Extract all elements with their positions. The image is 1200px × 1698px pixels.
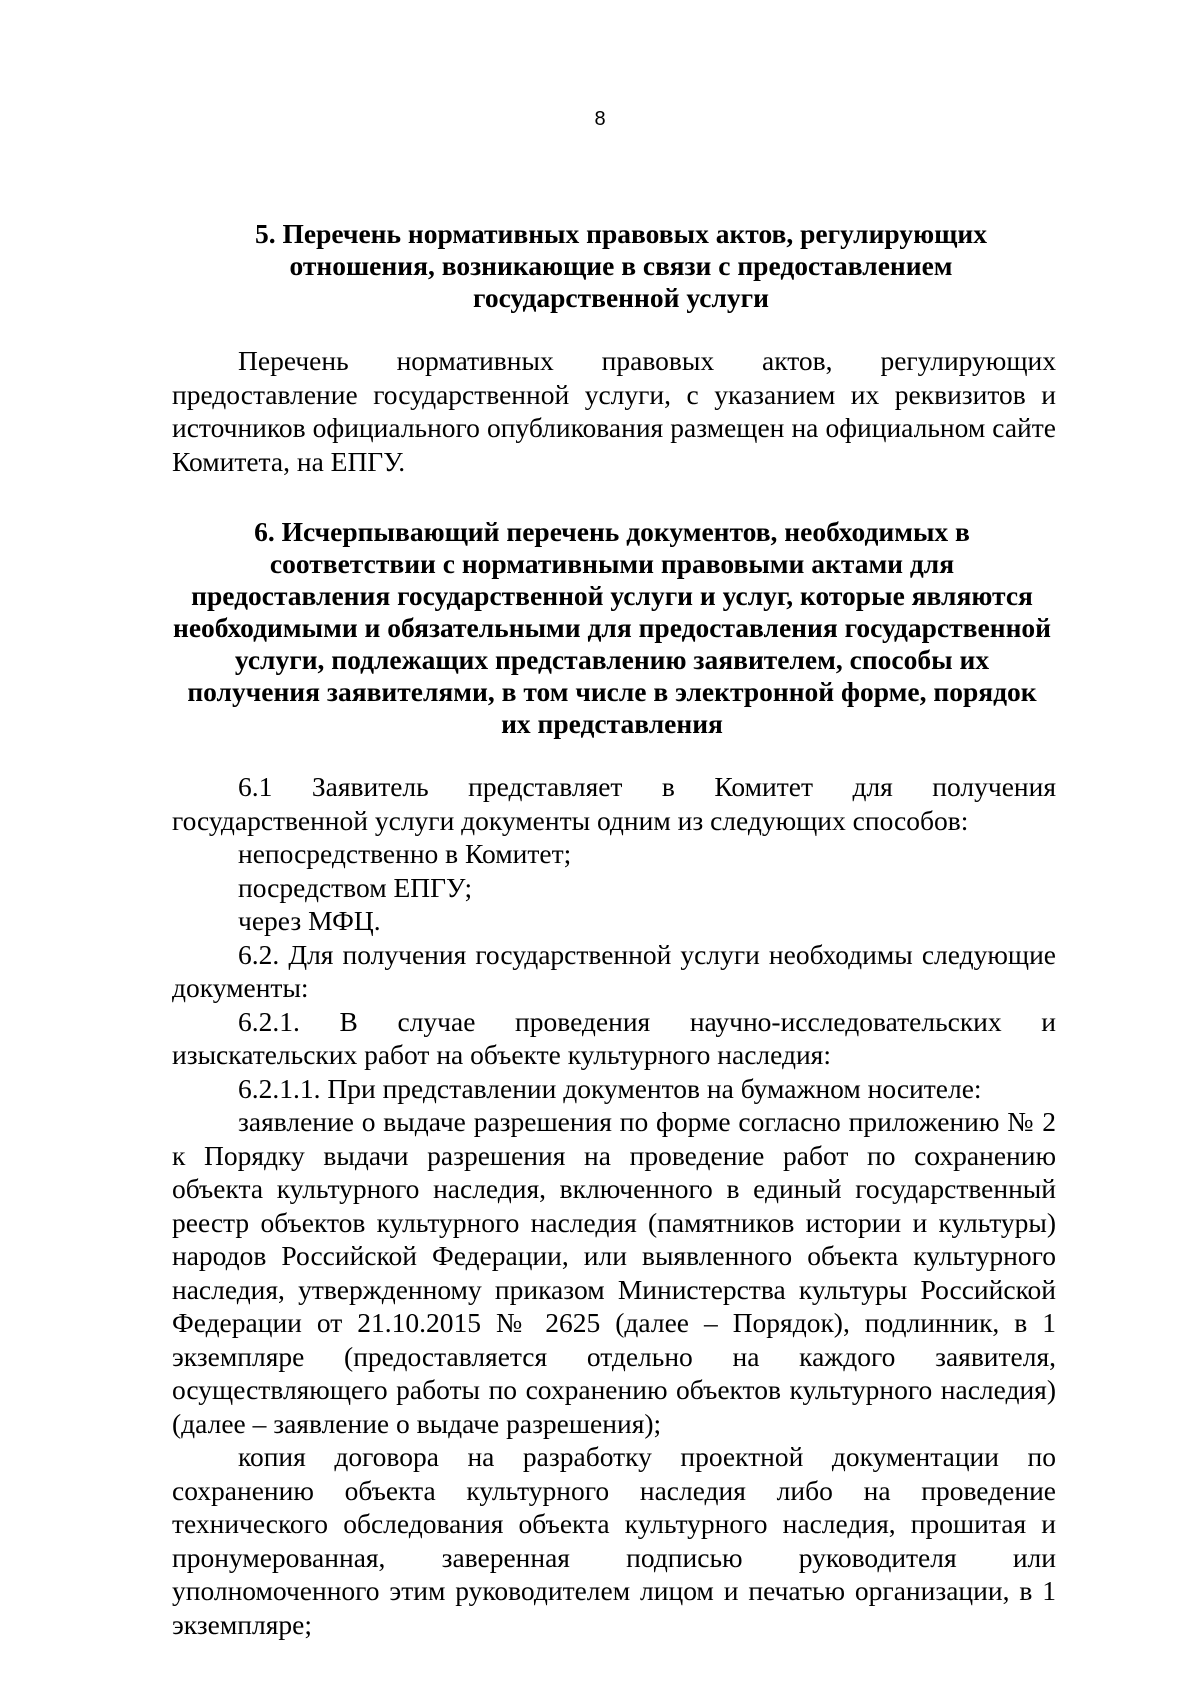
list-item-committee: непосредственно в Комитет; [238,838,572,869]
paragraph-6-1: 6.1 Заявитель представляет в Комитет для получения государственной услуги документы одним из следующих способов: [172,771,1056,836]
section-6-heading: 6. Исчерпывающий перечень документов, необходимых в соответствии с нормативными правовыми актами для предоставления государственной услуги и услуг, которые являются необходимыми и обязательными для предоставления государственной услуги, подлежащих представлению заявителем, способы их получения заявителями, в том числе в электронной форме, порядок их представления [172,516,1052,739]
list-item-mfc: через МФЦ. [238,905,381,936]
paragraph-application: заявление о выдаче разрешения по форме согласно приложению № 2 к Порядку выдачи разрешения на проведение работ по сохранению объекта культурного наследия, включенного в единый государственный реестр объектов культурного наследия (памятников истории и культуры) народов Российской Федерации, или выявленного объекта культурного наследия, утвержденному приказом Министерства культуры Российской Федерации от 21.10.2015 № 2625 (далее – Порядок), подлинник, в 1 экземпляре (предоставляется отдельно на каждого заявителя, осуществляющего работы по сохранению объектов культурного наследия) (далее – заявление о выдаче разрешения); [172,1106,1056,1439]
paragraph-6-2-1: 6.2.1. В случае проведения научно-исследовательских и изыскательских работ на объекте культурного наследия: [172,1005,1056,1070]
paragraph-6-2-1-1: 6.2.1.1. При представлении документов на бумажном носителе: [238,1072,982,1104]
list-item-epgu: посредством ЕПГУ; [238,871,473,903]
section-5-heading: 5. Перечень нормативных правовых актов, регулирующих отношения, возникающие в связи с предоставлением государственной услуги [255,218,987,313]
paragraph-6-2: 6.2. Для получения государственной услуги необходимы следующие документы: [172,938,1056,1003]
paragraph-contract-copy: копия договора на разработку проектной документации по сохранению объекта культурного наследия либо на проведение технического обследования объекта культурного наследия, прошитая и пронумерованная, заверенная подписью руководителя или уполномоченного этим руководителем лицом и печатью организации, в 1 экземпляре; [172,1441,1056,1640]
section-5-paragraph: Перечень нормативных правовых актов, регулирующих предоставление государственной услуги, с указанием их реквизитов и источников официального опубликования размещен на официальном сайте Комитета, на ЕПГУ. [172,345,1056,477]
document-body [172,218,1056,1641]
page-number: 8 [594,108,606,130]
